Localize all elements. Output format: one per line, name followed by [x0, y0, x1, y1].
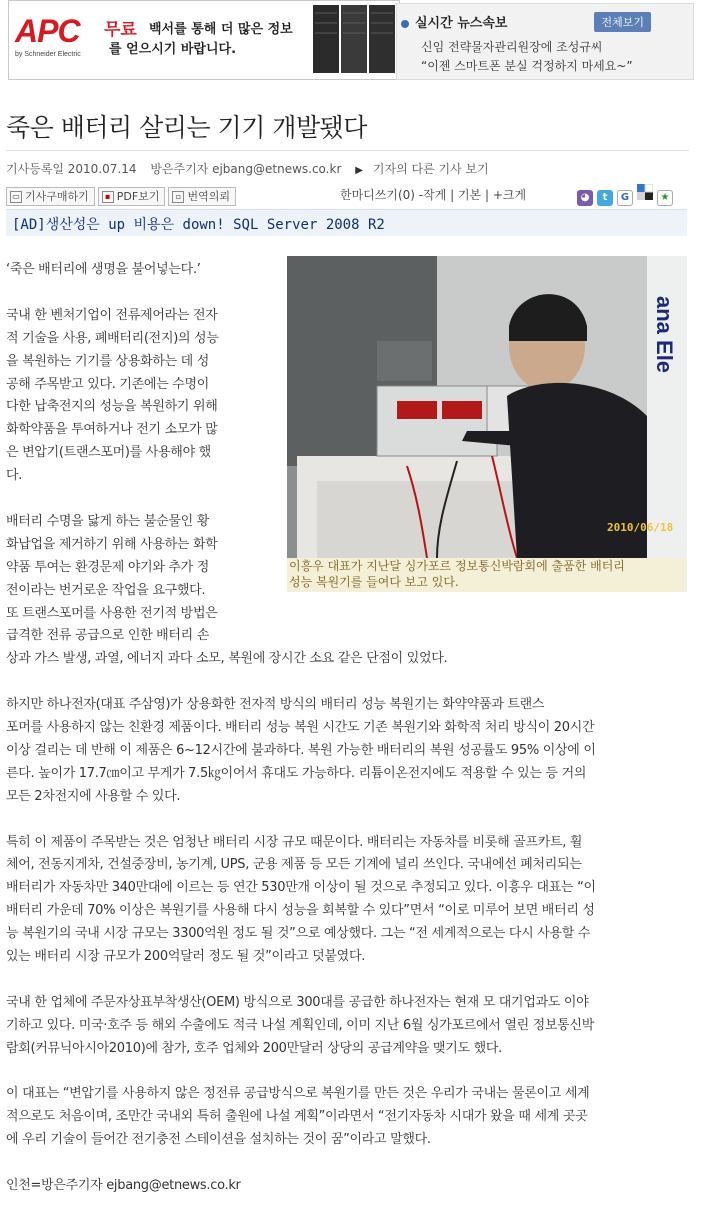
- svg-text:ana Ele: ana Ele: [652, 296, 677, 374]
- divider: [6, 150, 689, 151]
- article-line: 공해 주목받고 있다. 기존에는 수명이: [6, 376, 210, 392]
- article-line: 능 복원기의 국내 시장 규모는 3300억원 정도 될 것”으로 예상했다. 그는 “전 세계적으로는 다시 사용할 수: [6, 926, 591, 942]
- tool-label: PDF보기: [116, 190, 160, 203]
- twitter-share-icon[interactable]: t: [597, 190, 613, 206]
- battery-restorer-photo: [287, 256, 687, 558]
- share-icons: [573, 184, 673, 206]
- article-line: 국내 한 벤처기업이 전류제어라는 전자: [6, 307, 218, 323]
- buy-article-button[interactable]: [6, 187, 95, 206]
- article-line: ‘죽은 배터리에 생명을 불어넣는다.’: [6, 262, 201, 277]
- article-line: 다한 납축전지의 성능을 복원하기 위해: [6, 399, 218, 415]
- sponsored-link-text[interactable]: [AD]생산성은 up 비용은 down! SQL Server 2008 R2: [12, 217, 385, 233]
- caption-line: 이흥우 대표가 지난달 싱가포르 정보통신박람회에 출품한 배터리: [289, 559, 625, 573]
- article-line: 모든 2차전지에 사용할 수 있다.: [6, 788, 181, 804]
- news-item[interactable]: 신임 전략물자관리원장에 조성규씨: [421, 40, 603, 54]
- ad-text-line-1: 백서를 통해 더 많은 정보: [149, 22, 293, 37]
- news-title-text: 실시간 뉴스속보: [415, 16, 508, 31]
- article-line: 적 기술을 사용, 폐배터리(전지)의 성능: [6, 330, 219, 346]
- article-line: 은 변압기(트랜스포머)를 사용해야 했: [6, 445, 211, 461]
- article-line: 람회(커뮤닉아시아2010)에 참가, 호주 업체와 200만달러 상당의 공급계약을 맺기도 했다.: [6, 1040, 502, 1056]
- article-line: 체어, 전동지게차, 건설중장비, 농기계, UPS, 군용 제품 등 모든 기계에 널리 쓰인다. 국내에선 폐처리되는: [6, 857, 582, 873]
- article-line: 국내 한 업체에 주문자상표부착생산(OEM) 방식으로 300대를 공급한 하나전자는 현재 모 대기업과도 이야: [6, 994, 589, 1010]
- article-line: 또 트랜스포머를 사용한 전기적 방법은: [6, 605, 218, 621]
- apc-logo-sub: by Schneider Electric: [15, 51, 81, 58]
- play-arrow-icon: ▶: [355, 165, 363, 176]
- pdf-icon: ▪: [102, 191, 114, 203]
- view-all-button[interactable]: 전체보기: [594, 12, 651, 32]
- tool-label: 번역의뢰: [187, 190, 230, 203]
- sponsored-link-bar[interactable]: [6, 209, 687, 236]
- article-line: 화학약품을 투여하거나 전기 소모가 많: [6, 422, 218, 438]
- article-line: 인천=방은주기자 ejbang@etnews.co.kr: [6, 1178, 241, 1193]
- tool-label: 기사구매하기: [25, 190, 89, 203]
- article-line: 이 대표는 “변압기를 사용하지 않은 정전류 공급방식으로 복원기를 만든 것은 우리가 국내는 물론이고 세계: [6, 1086, 590, 1102]
- messenger-share-icon[interactable]: ◕: [577, 190, 593, 206]
- translate-request-button[interactable]: [168, 187, 236, 206]
- more-articles-link[interactable]: 기자의 다른 기사 보기: [372, 162, 489, 176]
- bookmark-star-icon[interactable]: ★: [657, 190, 673, 206]
- news-title: [401, 12, 507, 31]
- cart-icon: ▭: [10, 191, 22, 203]
- news-item[interactable]: “이젠 스마트폰 분실 걱정하지 마세요~”: [421, 59, 633, 73]
- article-line: 을 복원하는 기기를 상용화하는 데 성: [6, 353, 210, 369]
- ad-text-line-2: 를 얻으시기 바랍니다.: [109, 42, 237, 57]
- article-line: 전이라는 번거로운 작업을 요구했다.: [6, 582, 206, 598]
- delicious-share-icon[interactable]: [637, 184, 653, 200]
- article-line: 포머를 사용하지 않는 친환경 제품이다. 배터리 성능 복원 시간도 기존 복원기와 화학적 처리 방식이 20시간: [6, 720, 595, 735]
- comment-and-font-size-controls[interactable]: 한마디쓰기(0) -작게 | 기본 | +크게: [340, 188, 527, 202]
- article-tools: [6, 185, 239, 206]
- article-line: 른다. 높이가 17.7㎝이고 무게가 7.5㎏이어서 휴대도 가능하다. 리튬이온전지에도 적용할 수 있는 등 거의: [6, 765, 587, 781]
- article-line: 특히 이 제품이 주목받는 것은 엄청난 배터리 시장 규모 때문이다. 배터리는 자동차를 비롯해 골프카트, 휠: [6, 834, 583, 850]
- realtime-news-box: [396, 3, 694, 80]
- article-date: 기사등록일 2010.07.14: [6, 162, 137, 176]
- document-icon: ▫: [172, 191, 184, 203]
- caption-line: 성능 복원기를 들여다 보고 있다.: [289, 575, 459, 589]
- article-line: 배터리 수명을 닳게 하는 불순물인 황: [6, 513, 210, 529]
- apc-ad-banner[interactable]: [8, 0, 400, 80]
- article-line: 다.: [6, 468, 23, 484]
- article-line: 기하고 있다. 미국·호주 등 해외 수출에도 적극 나설 계획인데, 이미 지난 6월 싱가포르에서 열린 정보통신박: [6, 1017, 594, 1033]
- apc-logo: APC: [15, 13, 80, 49]
- top-banner: [0, 0, 703, 82]
- server-rack-image: [311, 3, 397, 75]
- article-line: 하지만 하나전자(대표 주삼영)가 상용화한 전자적 방식의 배터리 성능 복원기는 화약약품과 트랜스: [6, 697, 545, 713]
- article-meta: [6, 160, 499, 177]
- article-photo: [287, 256, 687, 592]
- google-share-icon[interactable]: G: [617, 190, 633, 206]
- bullet-icon: [401, 20, 409, 28]
- reporter-info: 방은주기자 ejbang@etnews.co.kr: [150, 162, 342, 176]
- article-line: 약품 투여는 환경문제 야기와 추가 정: [6, 559, 210, 575]
- article-line: 적으로도 처음이며, 조만간 국내외 특허 출원에 나설 계획”이라면서 “전기자동차 시대가 왔을 때 세계 곳곳: [6, 1109, 588, 1125]
- article-line: 화납업을 제거하기 위해 사용하는 화학: [6, 536, 218, 552]
- article-line: 있는 배터리 시장 규모가 200억달러 정도 될 것”이라고 덧붙였다.: [6, 949, 366, 964]
- article-line: 배터리가 자동차만 340만대에 이르는 등 연간 530만개 이상이 될 것으로 추정되고 있다. 이흥우 대표는 “이: [6, 880, 596, 896]
- article-line: 배터리 가운데 70% 이상은 복원기를 사용해 다시 성능을 회복할 수 있다”면서 “이로 미루어 보면 배터리 성: [6, 903, 595, 919]
- photo-date-stamp: 2010/06/18: [607, 521, 674, 534]
- article-line: 상과 가스 발생, 과열, 에너지 과다 소모, 복원에 장시간 소요 같은 단점이 있었다.: [6, 651, 448, 667]
- ad-free-label: 무료: [104, 20, 137, 40]
- photo-caption: [287, 558, 687, 592]
- article-line: 급격한 전류 공급으로 인한 배터리 손: [6, 628, 210, 644]
- article-headline: 죽은 배터리 살리는 기기 개발됐다: [6, 113, 367, 142]
- pdf-view-button[interactable]: [98, 187, 166, 206]
- article-line: 에 우리 기술이 들어간 전기충전 스테이션을 설치하는 것이 꿈”이라고 말했다.: [6, 1132, 431, 1148]
- article-line: 이상 걸리는 데 반해 이 제품은 6~12시간에 불과하다. 복원 가능한 배터리의 복원 성공률도 95% 이상에 이: [6, 742, 596, 758]
